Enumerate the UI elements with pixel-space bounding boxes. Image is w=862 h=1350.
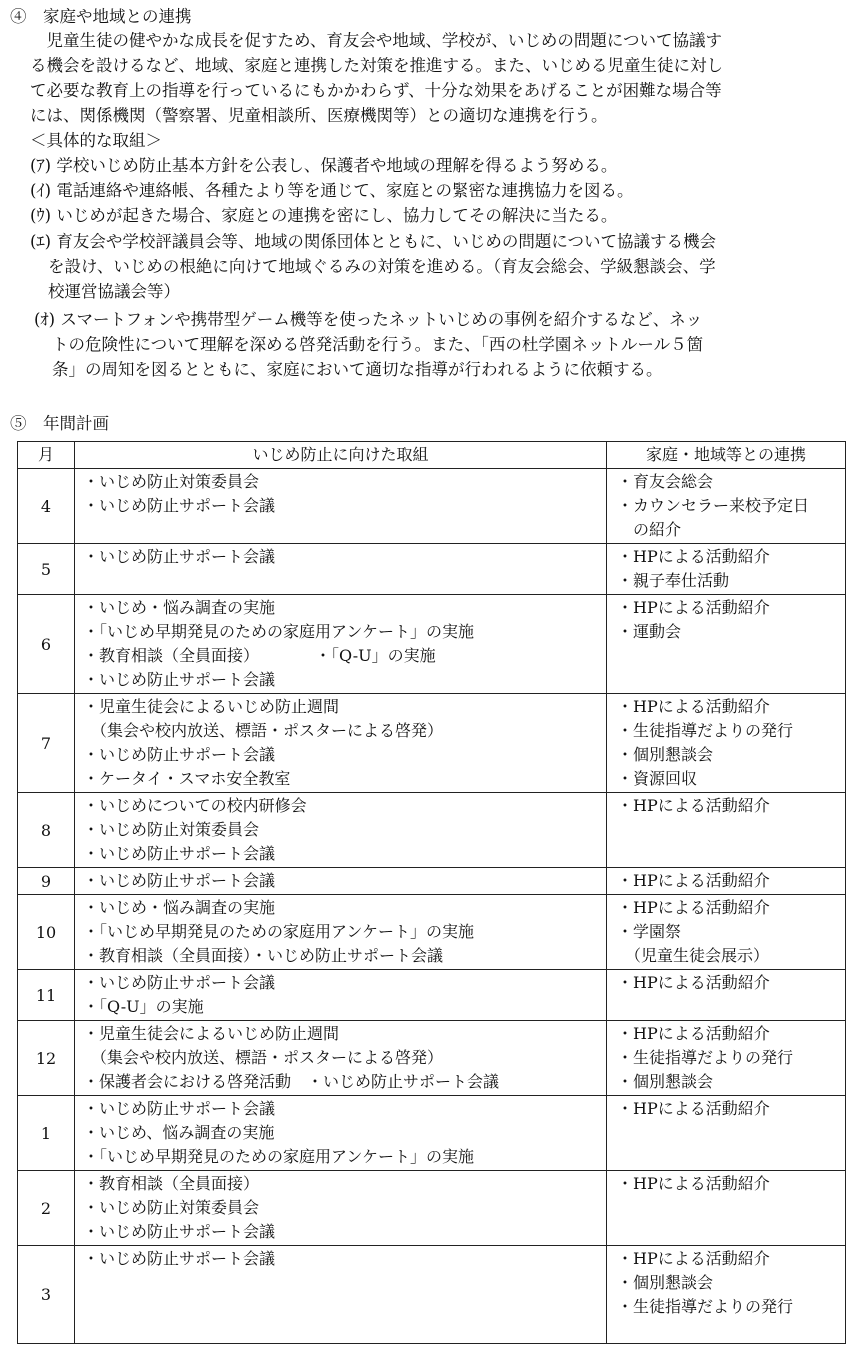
section-4-paragraph-line: には、関係機関（警察署、児童相談所、医療機関等）との適切な連携を行う。 [30, 106, 608, 125]
cooperation-entry: ・HPによる活動紹介 [617, 1024, 770, 1043]
section-4-paragraph-line: て必要な教育上の指導を行っているにもかかわらず、十分な効果をあげることが困難な場合等 [30, 81, 722, 100]
home-cooperation-cell [607, 1246, 846, 1344]
measure-entry: ・児童生徒会によるいじめ防止週間 [83, 697, 340, 716]
table-row [18, 1246, 846, 1344]
month-cell: 12 [18, 1021, 75, 1096]
cooperation-entry: ・学園祭 [617, 922, 682, 941]
measures-cell [75, 1021, 607, 1096]
table-row [18, 469, 846, 544]
cooperation-entry: ・生徒指導だよりの発行 [617, 721, 794, 740]
measures-cell [75, 694, 607, 793]
measure-entry: ・保護者会における啓発活動 ・いじめ防止サポート会議 [83, 1072, 500, 1091]
cooperation-entry: ・生徒指導だよりの発行 [617, 1297, 794, 1316]
measure-item-o-cont: トの危険性について理解を深める啓発活動を行う。また、「西の杜学園ネットルール５箇 [52, 335, 704, 354]
table-row [18, 793, 846, 868]
measure-entry: ・いじめ防止サポート会議 [83, 871, 276, 890]
measure-item-a: (ｱ) 学校いじめ防止基本方針を公表し、保護者や地域の理解を得るよう努める。 [30, 156, 618, 175]
measure-entry: ・いじめ防止サポート会議 [83, 496, 276, 515]
measure-entry: ・ケータイ・スマホ安全教室 [83, 769, 291, 788]
table-header-row [18, 442, 846, 469]
cooperation-entry: ・運動会 [617, 622, 682, 641]
home-cooperation-cell [607, 694, 846, 793]
cooperation-entry: ・HPによる活動紹介 [617, 898, 770, 917]
measure-entry: ・いじめ防止サポート会議 [83, 1249, 276, 1268]
cooperation-entry: ・育友会総会 [617, 472, 714, 491]
cooperation-entry: ・HPによる活動紹介 [617, 1249, 770, 1268]
measure-entry: （集会や校内放送、標語・ポスターによる啓発） [83, 721, 444, 740]
concrete-measures-heading: ＜具体的な取組＞ [30, 131, 162, 150]
measure-item-e-cont: を設け、いじめの根絶に向けて地域ぐるみの対策を進める。（育友会総会、学級懇談会、学 [48, 257, 716, 276]
measures-cell [75, 868, 607, 895]
measure-entry: ・教育相談（全員面接）・いじめ防止サポート会議 [83, 946, 444, 965]
month-cell: 1 [18, 1096, 75, 1171]
column-header-home-community-cooperation: 家庭・地域等との連携 [607, 442, 846, 469]
cooperation-entry: ・生徒指導だよりの発行 [617, 1048, 794, 1067]
measure-item-o-cont: 条」の周知を図るとともに、家庭において適切な指導が行われるように依頼する。 [52, 360, 663, 379]
home-cooperation-cell [607, 895, 846, 970]
measures-cell [75, 469, 607, 544]
table-row [18, 868, 846, 895]
measure-item-e-cont: 校運営協議会等） [48, 282, 180, 301]
cooperation-entry: ・HPによる活動紹介 [617, 1099, 770, 1118]
cooperation-entry: ・親子奉仕活動 [617, 571, 730, 590]
cooperation-entry: ・個別懇談会 [617, 745, 714, 764]
cooperation-entry: の紹介 [617, 520, 682, 539]
measure-entry: ・いじめ防止サポート会議 [83, 1222, 276, 1241]
measure-entry: ・いじめ防止サポート会議 [83, 745, 276, 764]
section-4-paragraph-line: る機会を設けるなど、地域、家庭と連携した対策を推進する。また、いじめる児童生徒に対し [30, 56, 723, 75]
measure-entry: ・いじめ防止サポート会議 [83, 973, 276, 992]
cooperation-entry: ・HPによる活動紹介 [617, 598, 770, 617]
measure-item-u: (ｳ) いじめが起きた場合、家庭との連携を密にし、協力してその解決に当たる。 [30, 206, 618, 225]
measure-item-o: (ｵ) スマートフォンや携帯型ゲーム機等を使ったネットいじめの事例を紹介するなど、ネッ [34, 310, 703, 329]
column-header-anti-bullying-measures: いじめ防止に向けた取組 [75, 442, 607, 469]
table-row [18, 595, 846, 694]
measure-entry: ・「いじめ早期発見のための家庭用アンケート」の実施 [83, 922, 475, 941]
table-row [18, 970, 846, 1021]
column-header-month: 月 [18, 442, 75, 469]
month-cell: 8 [18, 793, 75, 868]
measure-entry: ・いじめ防止サポート会議 [83, 1099, 276, 1118]
cooperation-entry: ・個別懇談会 [617, 1273, 714, 1292]
home-cooperation-cell [607, 544, 846, 595]
month-cell: 11 [18, 970, 75, 1021]
table-row [18, 1096, 846, 1171]
home-cooperation-cell [607, 1021, 846, 1096]
section-4-paragraph-line: 児童生徒の健やかな成長を促すため、育友会や地域、学校が、いじめの問題について協議す [30, 31, 723, 50]
measure-entry: ・いじめ防止対策委員会 [83, 472, 260, 491]
measure-entry: ・いじめ・悩み調査の実施 [83, 898, 276, 917]
month-cell: 7 [18, 694, 75, 793]
month-cell: 3 [18, 1246, 75, 1344]
table-row [18, 544, 846, 595]
month-cell: 2 [18, 1171, 75, 1246]
measures-cell [75, 793, 607, 868]
measures-cell [75, 595, 607, 694]
home-cooperation-cell [607, 970, 846, 1021]
month-cell: 9 [18, 868, 75, 895]
cooperation-entry: ・HPによる活動紹介 [617, 973, 770, 992]
measure-item-i: (ｲ) 電話連絡や連絡帳、各種たより等を通じて、家庭との緊密な連携協力を図る。 [30, 181, 634, 200]
home-cooperation-cell [607, 595, 846, 694]
cooperation-entry: ・HPによる活動紹介 [617, 1174, 770, 1193]
measure-entry: ・教育相談（全員面接） ・「Q-U」の実施 [83, 646, 436, 665]
measures-cell [75, 1171, 607, 1246]
measure-entry: ・教育相談（全員面接） [83, 1174, 260, 1193]
cooperation-entry: ・HPによる活動紹介 [617, 697, 770, 716]
measure-entry: ・「いじめ早期発見のための家庭用アンケート」の実施 [83, 622, 475, 641]
measure-entry: ・いじめについての校内研修会 [83, 796, 307, 815]
home-cooperation-cell [607, 868, 846, 895]
measure-entry: ・「いじめ早期発見のための家庭用アンケート」の実施 [83, 1147, 475, 1166]
month-cell: 5 [18, 544, 75, 595]
measure-entry: ・いじめ、悩み調査の実施 [83, 1123, 275, 1142]
measures-cell [75, 895, 607, 970]
measures-cell [75, 1096, 607, 1171]
month-cell: 10 [18, 895, 75, 970]
table-row [18, 1021, 846, 1096]
home-cooperation-cell [607, 793, 846, 868]
month-cell: 4 [18, 469, 75, 544]
home-cooperation-cell [607, 469, 846, 544]
cooperation-entry: ・HPによる活動紹介 [617, 871, 770, 890]
cooperation-entry: ・資源回収 [617, 769, 698, 788]
measures-cell [75, 1246, 607, 1344]
measure-entry: ・「Q-U」の実施 [83, 997, 204, 1016]
measure-entry: ・いじめ防止サポート会議 [83, 670, 276, 689]
measure-entry: ・いじめ防止サポート会議 [83, 547, 276, 566]
measure-entry: （集会や校内放送、標語・ポスターによる啓発） [83, 1048, 444, 1067]
measure-entry: ・いじめ防止対策委員会 [83, 820, 260, 839]
measure-entry: ・児童生徒会によるいじめ防止週間 [83, 1024, 340, 1043]
table-row [18, 694, 846, 793]
measure-entry: ・いじめ防止対策委員会 [83, 1198, 260, 1217]
measure-entry: ・いじめ防止サポート会議 [83, 844, 276, 863]
measure-entry: ・いじめ・悩み調査の実施 [83, 598, 276, 617]
measures-cell [75, 544, 607, 595]
cooperation-entry: （児童生徒会展示） [617, 946, 770, 965]
cooperation-entry: ・HPによる活動紹介 [617, 547, 770, 566]
section-4-heading: ④ 家庭や地域との連携 [10, 7, 192, 26]
home-cooperation-cell [607, 1171, 846, 1246]
table-row [18, 1171, 846, 1246]
cooperation-entry: ・HPによる活動紹介 [617, 796, 770, 815]
month-cell: 6 [18, 595, 75, 694]
annual-plan-table [17, 441, 846, 1344]
measure-item-e: (ｴ) 育友会や学校評議員会等、地域の関係団体とともに、いじめの問題について協議する機会 [30, 232, 717, 251]
section-5-heading: ⑤ 年間計画 [10, 414, 109, 433]
home-cooperation-cell [607, 1096, 846, 1171]
measures-cell [75, 970, 607, 1021]
table-row [18, 895, 846, 970]
cooperation-entry: ・カウンセラー来校予定日 [617, 496, 810, 515]
cooperation-entry: ・個別懇談会 [617, 1072, 714, 1091]
